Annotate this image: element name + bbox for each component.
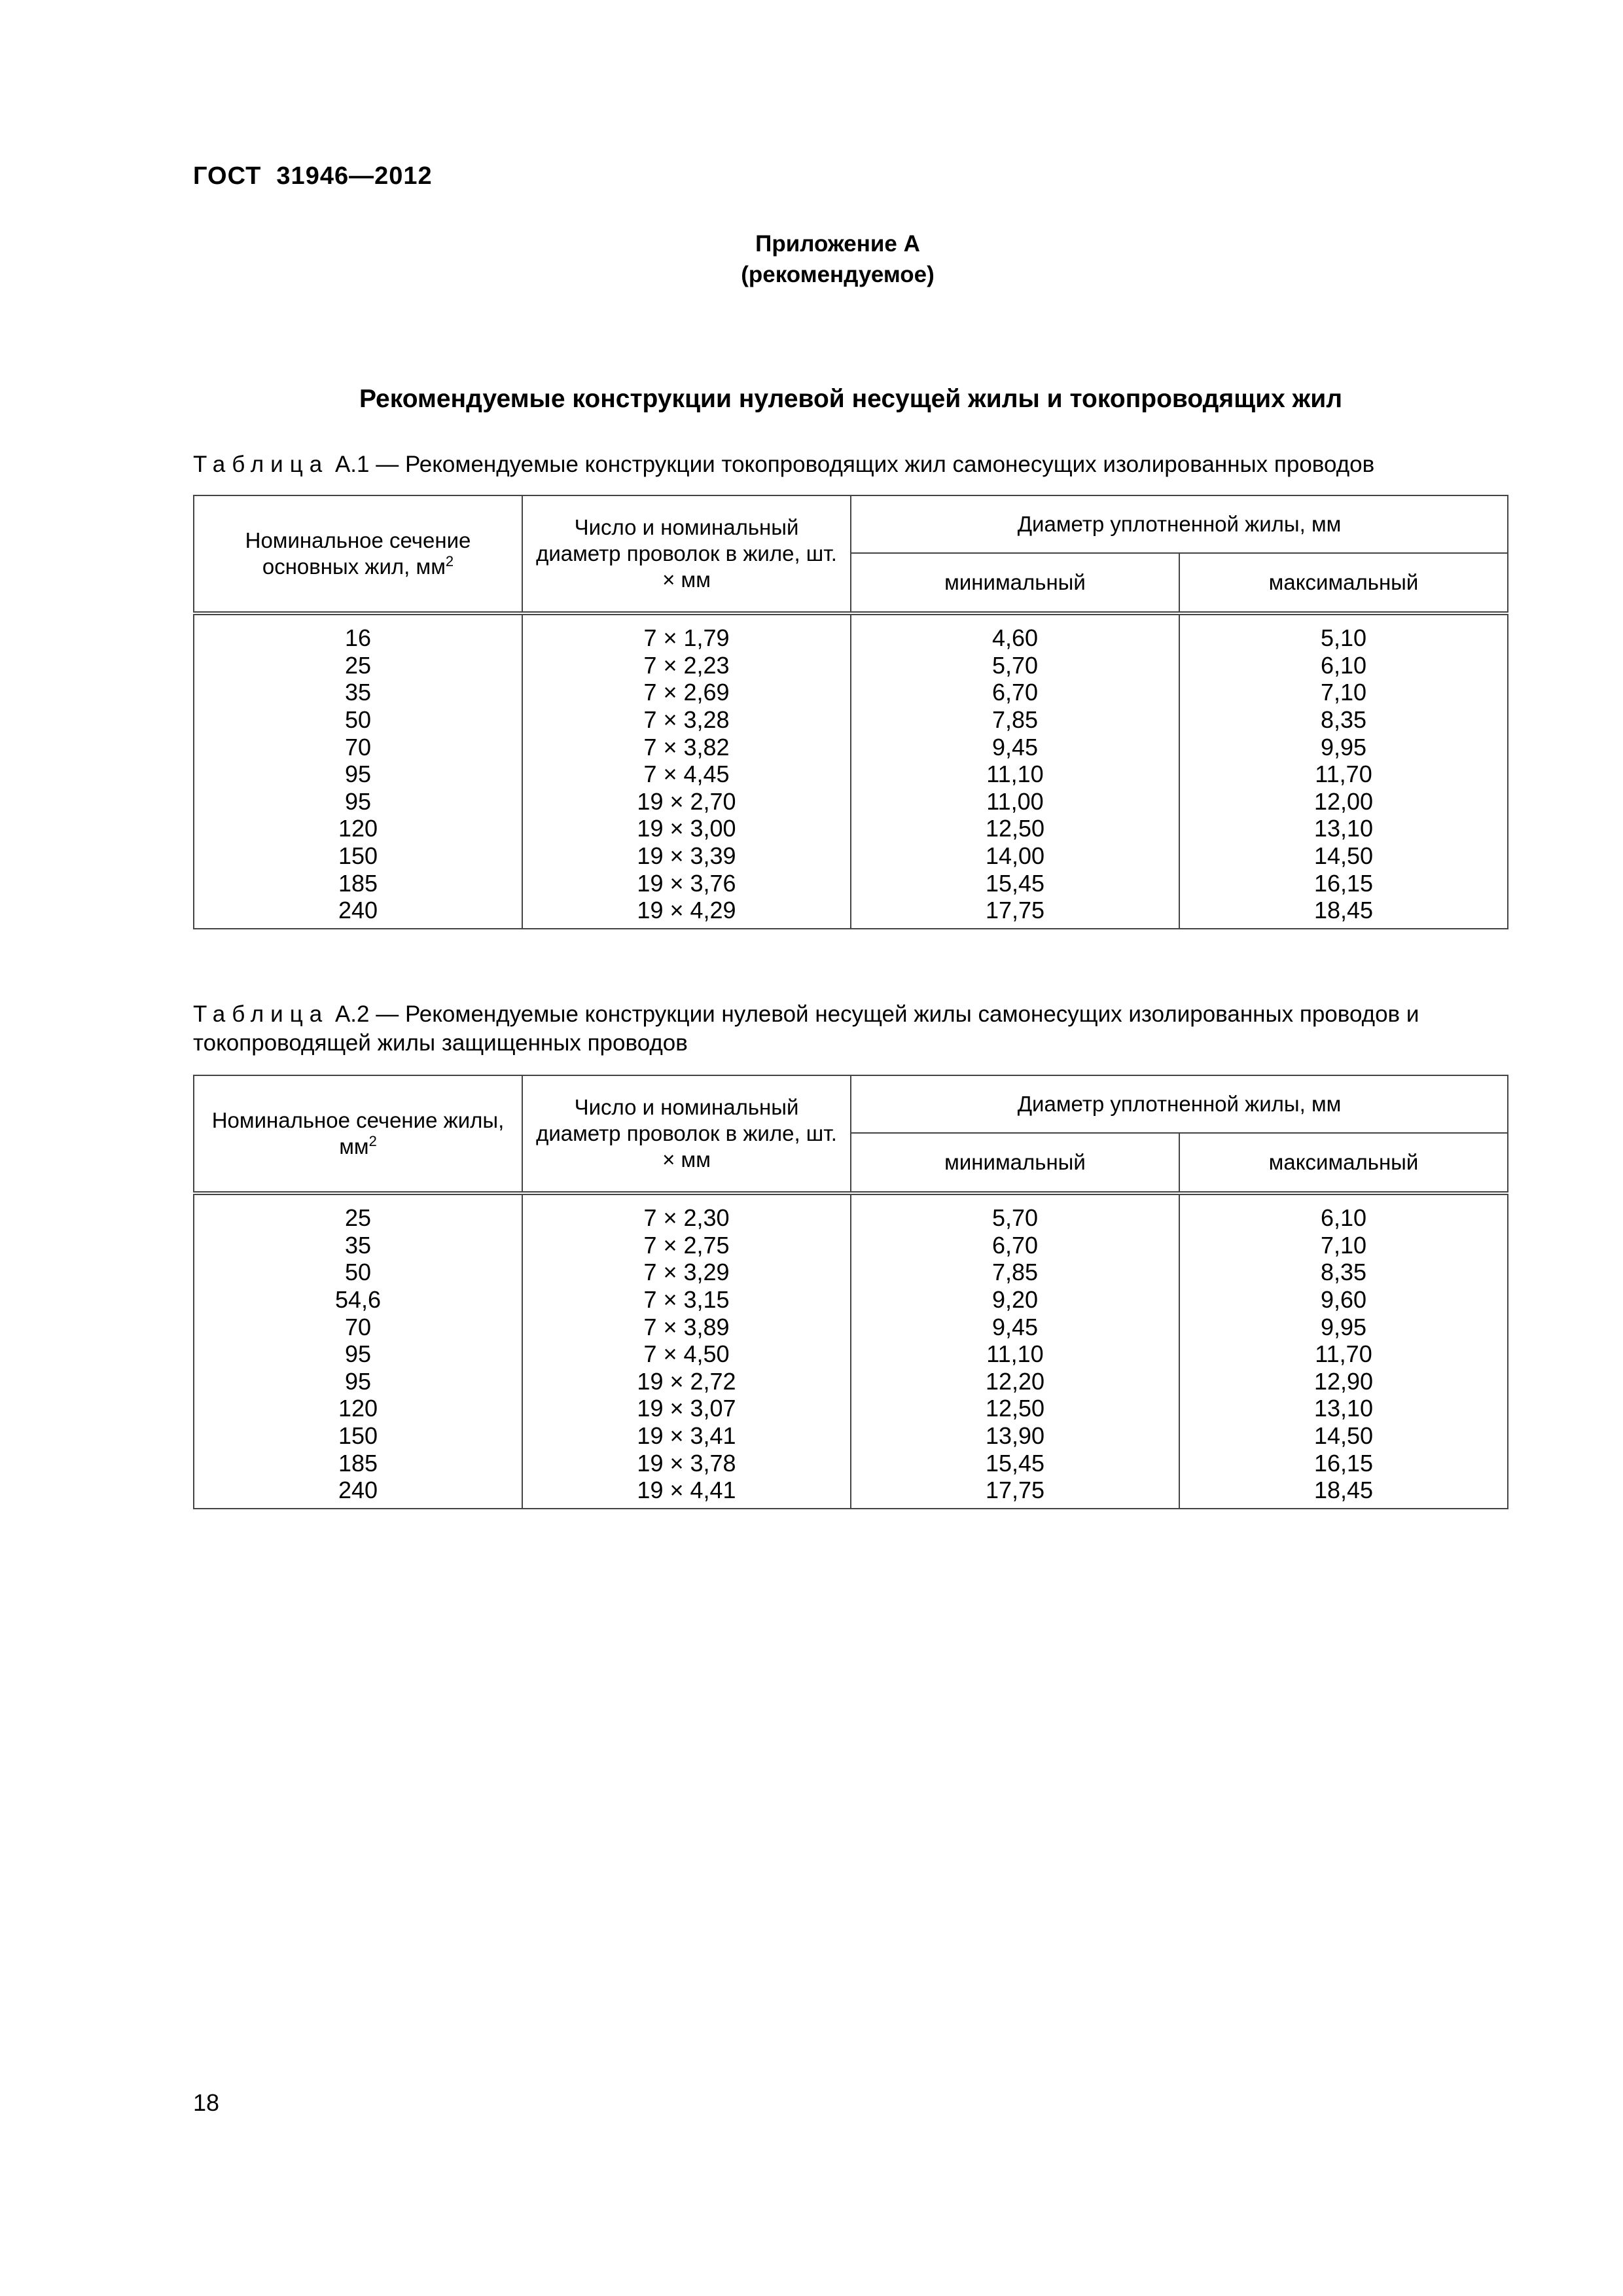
table-row [194, 869, 1508, 897]
table2-header-wires: Число и номинальный диаметр проволок в жиле, шт. × мм [522, 1075, 851, 1193]
table-cell: 7 × 2,75 [522, 1232, 851, 1259]
table-row [194, 1368, 1508, 1395]
table-cell: 19 × 3,39 [522, 842, 851, 870]
table-row [194, 1477, 1508, 1509]
table-cell: 150 [194, 842, 522, 870]
standard-code: ГОСТ 31946—2012 [193, 162, 433, 190]
table-cell: 120 [194, 815, 522, 842]
table-cell: 95 [194, 761, 522, 788]
table-row [194, 1232, 1508, 1259]
table-cell: 9,95 [1179, 1313, 1508, 1340]
table-cell: 7 × 3,28 [522, 706, 851, 734]
table-cell: 5,10 [1179, 613, 1508, 652]
table-cell: 35 [194, 1232, 522, 1259]
table-cell: 13,10 [1179, 815, 1508, 842]
table-cell: 95 [194, 1368, 522, 1395]
table1-header-wires: Число и номинальный диаметр проволок в жиле, шт. × мм [522, 495, 851, 613]
table-row [194, 1449, 1508, 1477]
table-cell: 8,35 [1179, 1259, 1508, 1286]
table-cell: 12,50 [851, 1395, 1179, 1422]
table2-body [194, 1193, 1508, 1509]
table2-header-max: максимальный [1179, 1133, 1508, 1193]
table-cell: 19 × 3,41 [522, 1422, 851, 1450]
table-cell: 18,45 [1179, 897, 1508, 929]
table2-caption-text: А.2 — Рекомендуемые конструкции нулевой несущей жилы самонесущих изолированных проводов и токопроводящей жилы защищенных проводов [193, 1001, 1419, 1056]
table-cell: 7 × 4,50 [522, 1340, 851, 1368]
table-row [194, 613, 1508, 652]
table-cell: 14,50 [1179, 842, 1508, 870]
table2 [193, 1075, 1508, 1509]
table-row [194, 733, 1508, 761]
table-cell: 16,15 [1179, 1449, 1508, 1477]
table-cell: 11,10 [851, 1340, 1179, 1368]
table2-header-diameter: Диаметр уплотненной жилы, мм [851, 1075, 1508, 1133]
table-cell: 7,10 [1179, 679, 1508, 706]
table-row [194, 1422, 1508, 1450]
table-cell: 6,70 [851, 679, 1179, 706]
annex-status: (рекомендуемое) [741, 262, 935, 287]
table-cell: 6,10 [1179, 652, 1508, 679]
table-cell: 17,75 [851, 897, 1179, 929]
table-cell: 4,60 [851, 613, 1179, 652]
table-cell: 7 × 2,23 [522, 652, 851, 679]
table1-header-min: минимальный [851, 553, 1179, 613]
table-cell: 7 × 4,45 [522, 761, 851, 788]
table2-caption [193, 1000, 1522, 1058]
table-cell: 19 × 3,76 [522, 869, 851, 897]
table-row [194, 1286, 1508, 1314]
table-cell: 5,70 [851, 652, 1179, 679]
table-cell: 11,10 [851, 761, 1179, 788]
table-cell: 11,70 [1179, 761, 1508, 788]
table-cell: 19 × 4,29 [522, 897, 851, 929]
table-cell: 9,95 [1179, 733, 1508, 761]
table-cell: 12,50 [851, 815, 1179, 842]
table-cell: 6,70 [851, 1232, 1179, 1259]
table-cell: 9,20 [851, 1286, 1179, 1314]
table-cell: 19 × 4,41 [522, 1477, 851, 1509]
table-cell: 11,70 [1179, 1340, 1508, 1368]
annex-title: Приложение А [755, 231, 920, 257]
table-cell: 7 × 3,89 [522, 1313, 851, 1340]
table-row [194, 897, 1508, 929]
table1-caption [193, 450, 1522, 479]
table-cell: 13,10 [1179, 1395, 1508, 1422]
table-cell: 11,00 [851, 788, 1179, 816]
table-cell: 14,50 [1179, 1422, 1508, 1450]
table-cell: 7 × 2,30 [522, 1193, 851, 1232]
table-row [194, 679, 1508, 706]
table-cell: 50 [194, 1259, 522, 1286]
table1-header-diameter: Диаметр уплотненной жилы, мм [851, 495, 1508, 553]
table-row [194, 815, 1508, 842]
table1-caption-label: Таблица [193, 452, 329, 477]
table-cell: 19 × 2,70 [522, 788, 851, 816]
table-cell: 95 [194, 788, 522, 816]
table-cell: 18,45 [1179, 1477, 1508, 1509]
table1-header-max: максимальный [1179, 553, 1508, 613]
table-row [194, 652, 1508, 679]
table-cell: 120 [194, 1395, 522, 1422]
table-cell: 25 [194, 1193, 522, 1232]
table-cell: 8,35 [1179, 706, 1508, 734]
table-cell: 5,70 [851, 1193, 1179, 1232]
table-cell: 14,00 [851, 842, 1179, 870]
page-number: 18 [193, 2089, 220, 2116]
table-cell: 12,00 [1179, 788, 1508, 816]
table-cell: 7 × 2,69 [522, 679, 851, 706]
table1-body [194, 613, 1508, 929]
table1-header-section: Номинальное сечение основных жил, $мм^2$ [194, 495, 522, 613]
table-row [194, 842, 1508, 870]
table-cell: 54,6 [194, 1286, 522, 1314]
table2-caption-label: Таблица [193, 1001, 329, 1027]
table-row [194, 1193, 1508, 1232]
table-cell: 17,75 [851, 1477, 1179, 1509]
table-row [194, 1313, 1508, 1340]
table-cell: 9,45 [851, 1313, 1179, 1340]
table1 [193, 495, 1508, 929]
section-title: Рекомендуемые конструкции нулевой несущей жилы и токопроводящих жил [359, 385, 1343, 413]
table-cell: 13,90 [851, 1422, 1179, 1450]
table-cell: 12,90 [1179, 1368, 1508, 1395]
table-cell: 240 [194, 897, 522, 929]
table-cell: 150 [194, 1422, 522, 1450]
table-cell: 7 × 3,82 [522, 733, 851, 761]
table-cell: 16,15 [1179, 869, 1508, 897]
table-row [194, 1259, 1508, 1286]
table-cell: 7 × 3,15 [522, 1286, 851, 1314]
table1-caption-text: А.1 — Рекомендуемые конструкции токопроводящих жил самонесущих изолированных проводов [329, 452, 1375, 477]
table-cell: 7,10 [1179, 1232, 1508, 1259]
table2-header-min: минимальный [851, 1133, 1179, 1193]
table-cell: 15,45 [851, 1449, 1179, 1477]
table-cell: 95 [194, 1340, 522, 1368]
table-cell: 7 × 1,79 [522, 613, 851, 652]
table2-header-section: Номинальное сечение жилы, $мм^2$ [194, 1075, 522, 1193]
table-row [194, 1395, 1508, 1422]
table-cell: 9,60 [1179, 1286, 1508, 1314]
table-cell: 16 [194, 613, 522, 652]
table-cell: 9,45 [851, 733, 1179, 761]
table-cell: 19 × 2,72 [522, 1368, 851, 1395]
table-cell: 19 × 3,00 [522, 815, 851, 842]
table-cell: 35 [194, 679, 522, 706]
table-cell: 25 [194, 652, 522, 679]
table-cell: 7 × 3,29 [522, 1259, 851, 1286]
table-cell: 6,10 [1179, 1193, 1508, 1232]
table-cell: 19 × 3,07 [522, 1395, 851, 1422]
table-cell: 185 [194, 869, 522, 897]
table-row [194, 1340, 1508, 1368]
table-cell: 240 [194, 1477, 522, 1509]
table-row [194, 706, 1508, 734]
table-cell: 15,45 [851, 869, 1179, 897]
table-cell: 12,20 [851, 1368, 1179, 1395]
table-cell: 7,85 [851, 1259, 1179, 1286]
table-row [194, 761, 1508, 788]
table-cell: 185 [194, 1449, 522, 1477]
table-cell: 70 [194, 733, 522, 761]
table-cell: 7,85 [851, 706, 1179, 734]
table-cell: 70 [194, 1313, 522, 1340]
table-cell: 50 [194, 706, 522, 734]
table-row [194, 788, 1508, 816]
table-cell: 19 × 3,78 [522, 1449, 851, 1477]
